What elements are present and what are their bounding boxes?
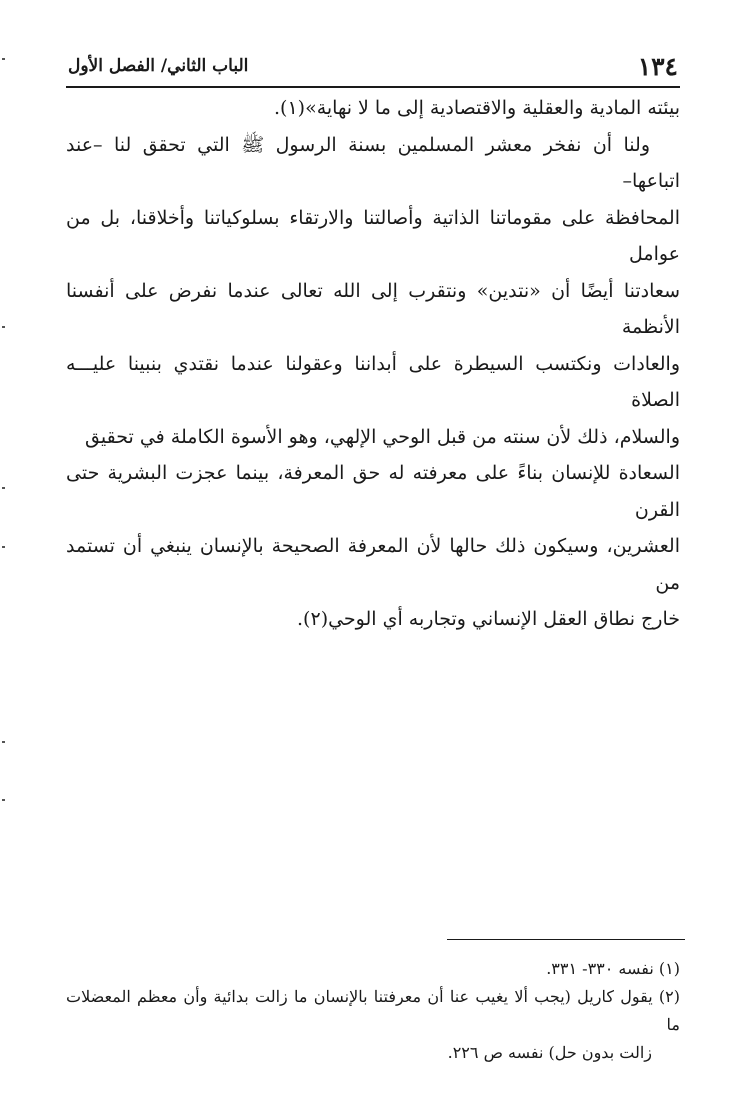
header-rule [66, 86, 680, 88]
paragraph-line: ولنا أن نفخر معشر المسلمين بسنة الرسول ﷺ التي تحقق لنا –عند اتباعها– [66, 133, 680, 192]
paragraph-line: خارج نطاق العقل الإنساني وتجاربه أي الوحي(٢). [297, 608, 680, 630]
footnotes [66, 955, 680, 1067]
paragraph-line: والعادات ونكتسب السيطرة على أبداننا وعقولنا عندما نقتدي بنبينا عليـــه الصلاة [66, 352, 680, 411]
footnote-1: (١) نفسه ٣٣٠- ٣٣١. [546, 959, 680, 978]
page-number: ١٣٤ [637, 52, 678, 81]
page-header [66, 48, 680, 86]
scan-margin-mark [2, 326, 5, 328]
paragraph-line: سعادتنا أيضًا أن «نتدين» ونتقرب إلى الله تعالى عندما نفرض على أنفسنا الأنظمة [66, 279, 680, 338]
scan-margin-mark [2, 58, 5, 60]
scan-margin-mark [2, 799, 5, 801]
footnote-2: (٢) يقول كاريل (يجب ألا يغيب عنا أن معرفتنا بالإنسان ما زالت بدائية وأن معظم المعضلات ما [66, 987, 681, 1034]
main-text [66, 90, 680, 638]
footnote-2-continuation: زالت بدون حل) نفسه ص ٢٢٦. [447, 1043, 652, 1062]
footnote-separator [447, 939, 685, 940]
paragraph-continuation: بيئته المادية والعقلية والاقتصادية إلى ما لا نهاية»(١). [274, 97, 680, 119]
running-title: الباب الثاني/ الفصل الأول [68, 56, 249, 76]
paragraph-line: والسلام، ذلك لأن سنته من قبل الوحي الإلهي، وهو الأسوة الكاملة في تحقيق [85, 425, 680, 448]
paragraph-line: المحافظة على مقوماتنا الذاتية وأصالتنا والارتقاء بسلوكياتنا وأخلاقنا، بل من عوامل [66, 206, 680, 265]
scan-margin-mark [2, 487, 5, 489]
paragraph-line: العشرين، وسيكون ذلك حالها لأن المعرفة الصحيحة بالإنسان ينبغي أن تستمد من [66, 535, 680, 594]
scan-margin-mark [2, 546, 5, 548]
scan-margin-mark [2, 741, 5, 743]
paragraph-line: السعادة للإنسان بناءً على معرفته له حق المعرفة، بينما عجزت البشرية حتى القرن [66, 462, 680, 521]
